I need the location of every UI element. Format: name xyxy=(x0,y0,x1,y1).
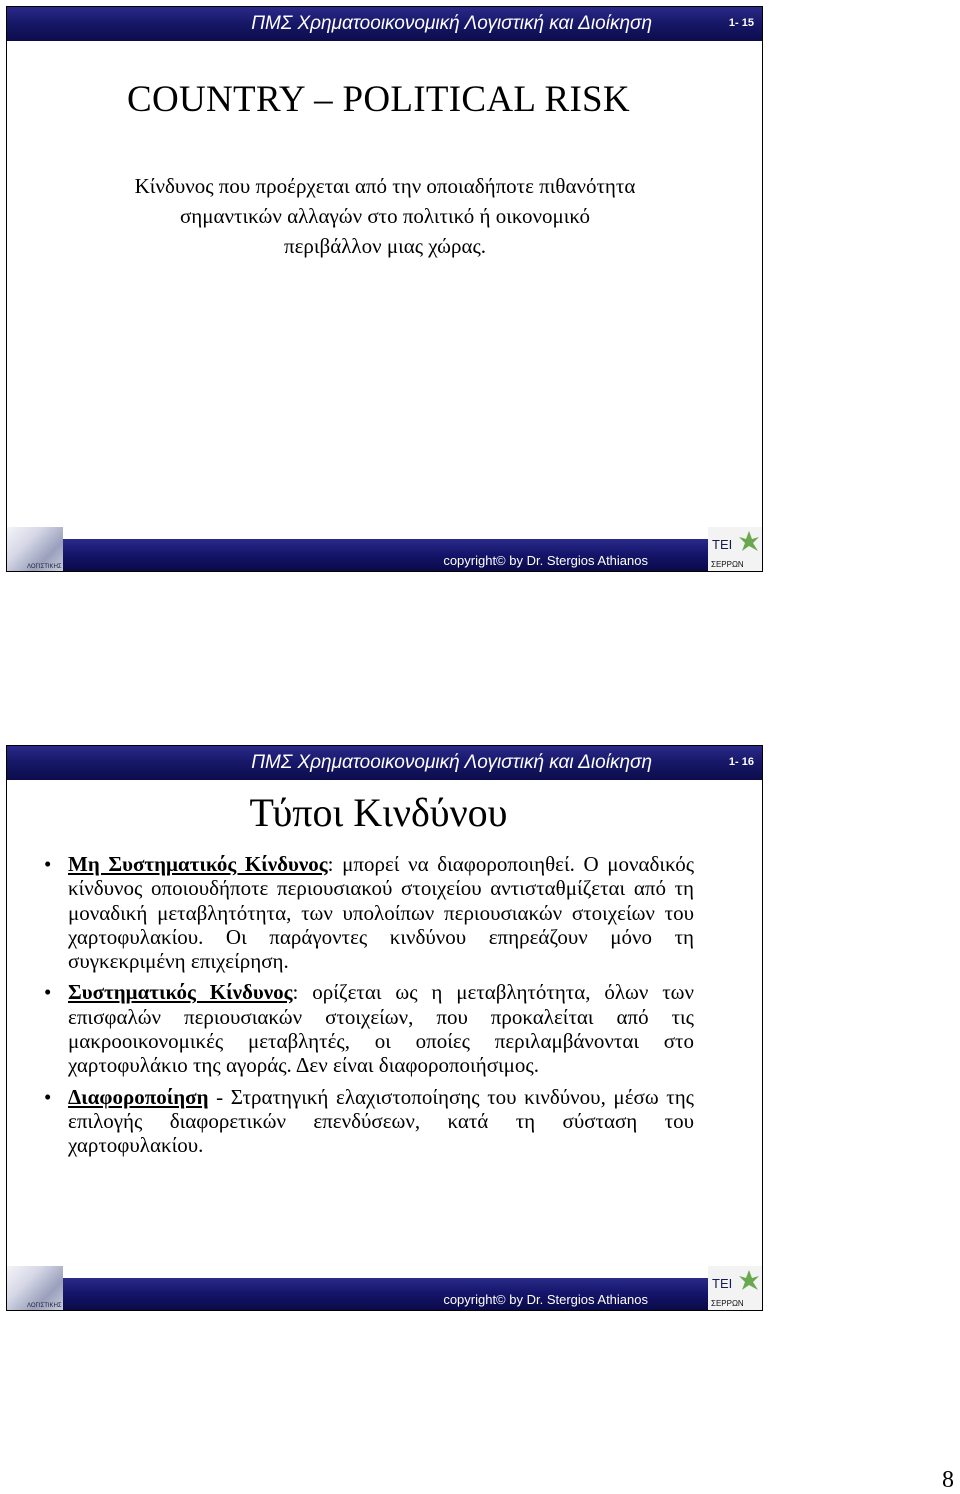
body-line: Κίνδυνος που προέρχεται από την οποιαδήποτε πιθανότητα xyxy=(134,174,636,198)
list-item xyxy=(44,1085,694,1158)
slide-footer xyxy=(7,527,762,571)
slide-header xyxy=(7,7,762,41)
accounting-logo-label: ΛΟΓΙΣΤΙΚΗΣ xyxy=(27,1303,62,1309)
slide-footer xyxy=(7,1266,762,1310)
bullet-text: : μπορεί να διαφοροποιηθεί. Ο μοναδικός κίνδυνος οποιουδήποτε περιουσιακού στοιχείου αντισταθμίζεται από τη μοναδική μεταβλητότητα, των υπολοίπων περιουσιακών στοιχείων του χαρτοφυλακίου. Οι παράγοντες κινδύνου επηρεάζουν μόνο τη συγκεκριμένη επιχείρηση. xyxy=(68,852,695,974)
header-title: ΠΜΣ Χρηματοοικονομική Λογιστική και Διοίκηση xyxy=(251,752,652,773)
bullet-term: Μη Συστηματικός Κίνδυνος xyxy=(68,852,328,876)
list-item xyxy=(44,852,694,973)
slide-number: 1- 15 xyxy=(728,17,754,29)
bullet-term: Διαφοροποίηση xyxy=(68,1084,209,1109)
bullet-icon: • xyxy=(44,1084,52,1109)
slide-number: 1- 16 xyxy=(728,756,754,768)
accounting-logo-label: ΛΟΓΙΣΤΙΚΗΣ xyxy=(27,564,62,570)
slide-15-title: COUNTRY – POLITICAL RISK xyxy=(127,79,630,120)
slide-header xyxy=(7,746,762,780)
tei-logo-subtitle: ΣΕΡΡΩΝ xyxy=(711,560,744,569)
accounting-logo xyxy=(7,1266,63,1310)
bullet-icon: • xyxy=(44,980,52,1005)
tei-logo-text: TEI xyxy=(712,537,733,552)
list-item xyxy=(44,980,694,1077)
accounting-logo xyxy=(7,527,63,571)
page-number: 8 xyxy=(942,1467,954,1493)
slide-16-bullet-list xyxy=(44,852,694,1165)
bullet-icon: • xyxy=(44,852,52,876)
bullet-term: Συστηματικός Κίνδυνος xyxy=(68,980,293,1005)
header-title: ΠΜΣ Χρηματοοικονομική Λογιστική και Διοίκηση xyxy=(251,13,652,34)
leaf-icon xyxy=(738,1268,760,1294)
leaf-icon xyxy=(738,529,760,555)
tei-logo-text: TEI xyxy=(712,1276,733,1291)
body-line: περιβάλλον μιας χώρας. xyxy=(283,234,487,258)
copyright-text: copyright© by Dr. Stergios Athianos xyxy=(443,1292,648,1307)
bullet-text: : ορίζεται ως η μεταβλητότητα, όλων των επισφαλών περιουσιακών στοιχείων, που προκαλείται από τις μακροοικονομικές μεταβλητές, οι οποίες περιλαμβάνονται στο χαρτοφυλάκιο της αγοράς. Δεν είναι διαφοροποιήσιμος. xyxy=(68,980,695,1078)
slide-15-body xyxy=(70,171,700,261)
bullet-text: - Στρατηγική ελαχιστοποίησης του κινδύνου, μέσω της επιλογής διαφορετικών επενδύσεων, κατά τη σύσταση του χαρτοφυλακίου. xyxy=(68,1084,694,1158)
tei-logo xyxy=(708,1266,762,1310)
copyright-text: copyright© by Dr. Stergios Athianos xyxy=(443,553,648,568)
slide-16-title: Τύποι Κινδύνου xyxy=(249,790,508,835)
body-line: σημαντικών αλλαγών στο πολιτικό ή οικονομικό xyxy=(179,204,590,228)
tei-logo xyxy=(708,527,762,571)
tei-logo-subtitle: ΣΕΡΡΩΝ xyxy=(711,1299,744,1308)
